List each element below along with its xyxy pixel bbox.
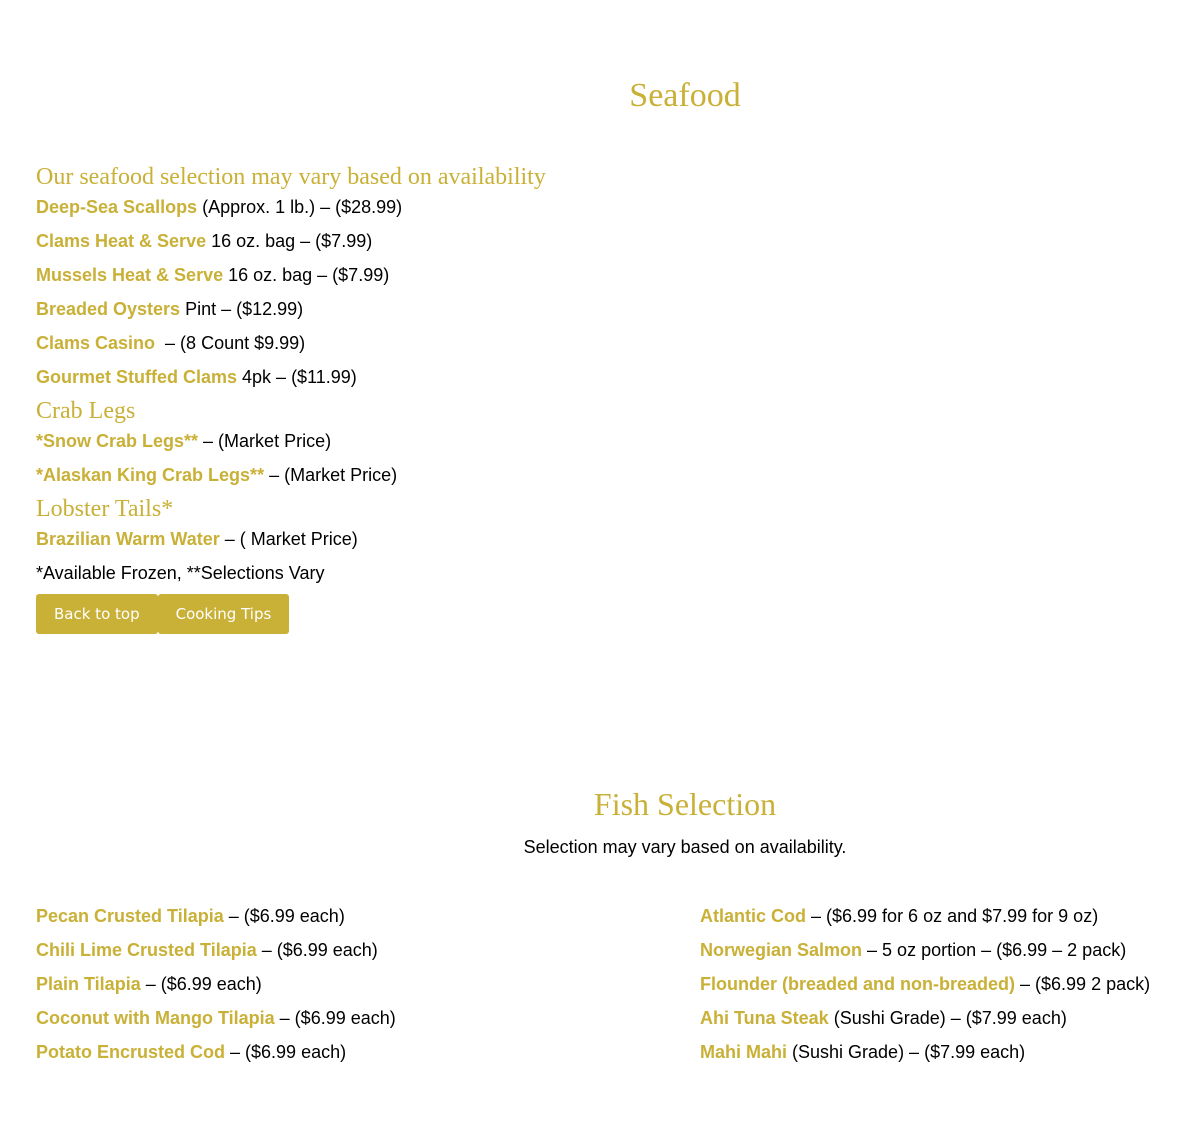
list-item (700, 905, 1180, 927)
item-name: Potato Encrusted Cod (36, 1042, 226, 1062)
item-detail: – 5 oz portion – ($6.99 – 2 pack) (862, 940, 1127, 960)
availability-heading: Our seafood selection may vary based on availability (36, 164, 546, 190)
item-name: Flounder (breaded and non-breaded) (700, 974, 1016, 994)
list-item (36, 264, 676, 286)
list-item (36, 430, 676, 452)
item-detail: (Approx. 1 lb.) – ($28.99) (197, 197, 403, 217)
item-detail: 16 oz. bag – ($7.99) (223, 265, 390, 285)
list-item (36, 298, 676, 320)
fish-selection-title: Fish Selection (593, 786, 777, 822)
list-item (36, 464, 676, 486)
item-name: Norwegian Salmon (700, 940, 863, 960)
item-detail: – ($6.99 each) (225, 1042, 347, 1062)
item-name: *Snow Crab Legs** (36, 431, 199, 451)
item-name: Mussels Heat & Serve (36, 265, 224, 285)
list-item (36, 196, 676, 218)
item-detail: (Sushi Grade) – ($7.99 each) (787, 1042, 1026, 1062)
fish-selection-subtitle: Selection may vary based on availability. (523, 837, 847, 857)
item-name: Ahi Tuna Steak (700, 1008, 829, 1028)
item-name: Coconut with Mango Tilapia (36, 1008, 275, 1028)
item-detail: – (Market Price) (198, 431, 332, 451)
back-to-top-button[interactable]: Back to top (36, 594, 158, 634)
list-item (36, 939, 656, 961)
item-detail: Pint – ($12.99) (180, 299, 304, 319)
item-detail: – ( Market Price) (219, 529, 358, 549)
item-detail: 4pk – ($11.99) (237, 367, 357, 387)
item-detail: – ($6.99 each) (140, 974, 262, 994)
list-item (36, 366, 676, 388)
list-item (700, 973, 1180, 995)
list-item (36, 1007, 656, 1029)
fish-list-right (700, 905, 1180, 1075)
list-item (700, 1007, 1180, 1029)
item-detail: – ($6.99 2 pack) (1015, 974, 1151, 994)
item-name: Atlantic Cod (700, 906, 806, 926)
item-name: Pecan Crusted Tilapia (36, 906, 224, 926)
item-detail: – ($6.99 each) (223, 906, 345, 926)
list-item (36, 528, 676, 550)
item-detail: (Sushi Grade) – ($7.99 each) (828, 1008, 1067, 1028)
item-name: Clams Casino (36, 333, 156, 353)
item-detail: – (Market Price) (264, 465, 398, 485)
item-name: Chili Lime Crusted Tilapia (36, 940, 257, 960)
list-item (36, 905, 656, 927)
item-detail: – ($6.99 each) (256, 940, 378, 960)
lobster-tails-heading: Lobster Tails* (36, 496, 174, 522)
list-item (36, 1041, 656, 1063)
item-name: Deep-Sea Scallops (36, 197, 198, 217)
item-detail: – ($6.99 each) (274, 1008, 396, 1028)
list-item (700, 1041, 1180, 1063)
item-name: Mahi Mahi (700, 1042, 788, 1062)
list-item (700, 939, 1180, 961)
crab-legs-heading: Crab Legs (36, 398, 136, 424)
list-item (36, 973, 656, 995)
seafood-title: Seafood (629, 77, 741, 114)
seafood-section (36, 160, 676, 634)
fish-list-left (36, 905, 656, 1075)
availability-note: *Available Frozen, **Selections Vary (36, 563, 325, 583)
item-name: Clams Heat & Serve (36, 231, 207, 251)
item-detail: 16 oz. bag – ($7.99) (206, 231, 373, 251)
item-detail: – (8 Count $9.99) (155, 333, 306, 353)
cooking-tips-button[interactable]: Cooking Tips (158, 594, 290, 634)
item-detail: – ($6.99 for 6 oz and $7.99 for 9 oz) (806, 906, 1099, 926)
button-row (36, 594, 676, 634)
item-name: *Alaskan King Crab Legs** (36, 465, 265, 485)
item-name: Gourmet Stuffed Clams (36, 367, 238, 387)
item-name: Brazilian Warm Water (36, 529, 220, 549)
list-item (36, 332, 676, 354)
item-name: Plain Tilapia (36, 974, 141, 994)
item-name: Breaded Oysters (36, 299, 181, 319)
list-item (36, 230, 676, 252)
